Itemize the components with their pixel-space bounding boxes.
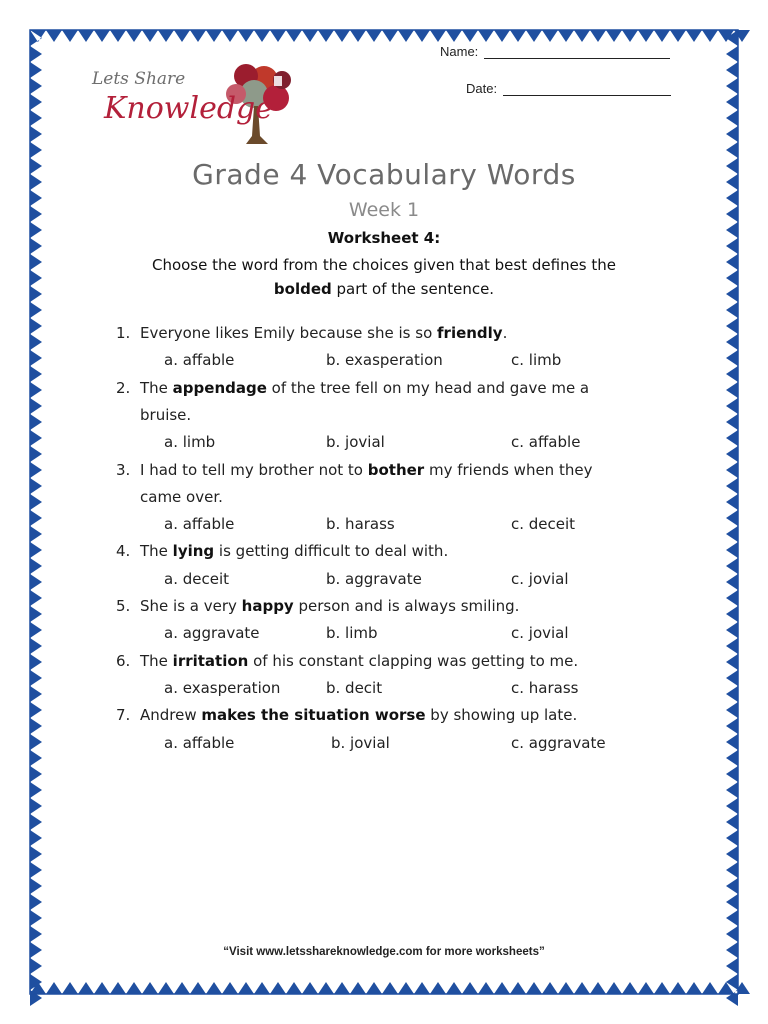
question-number: 6. — [116, 652, 131, 670]
date-label: Date: — [466, 81, 498, 96]
name-line[interactable] — [484, 46, 670, 59]
lets-share-knowledge-logo — [86, 58, 306, 148]
question-text — [140, 597, 519, 615]
date-field[interactable] — [466, 81, 671, 96]
date-line[interactable] — [503, 83, 671, 96]
question-text — [140, 324, 507, 342]
question-text-continuation: bruise. — [140, 406, 192, 424]
question-text-after: of his constant clapping was getting to me. — [248, 652, 579, 670]
question-bold-word: lying — [172, 542, 215, 560]
question-text-before: The — [140, 542, 173, 560]
answer-option[interactable]: c. jovial — [511, 570, 569, 588]
question-bold-word: bother — [367, 461, 425, 479]
answer-option[interactable]: b. limb — [326, 624, 378, 642]
question-bold-word: makes the situation worse — [201, 706, 426, 724]
question-text-after: of the tree fell on my head and gave me a — [266, 379, 590, 397]
question-text-after: person and is always smiling. — [293, 597, 520, 615]
page-title: Grade 4 Vocabulary Words — [192, 158, 576, 191]
question-text — [140, 379, 589, 397]
footer-note: “Visit www.letsshareknowledge.com for more worksheets” — [223, 946, 545, 958]
answer-option[interactable]: b. aggravate — [326, 570, 422, 588]
question-text — [140, 542, 448, 560]
question-text-after: my friends when they — [424, 461, 593, 479]
instructions-line-2-rest: part of the sentence. — [331, 280, 495, 298]
question-number: 1. — [116, 324, 131, 342]
answer-option[interactable]: c. harass — [511, 679, 579, 697]
worksheet-title: Worksheet 4: — [327, 229, 441, 247]
instructions — [0, 253, 768, 301]
question-text-before: The — [140, 379, 173, 397]
answer-option[interactable]: c. limb — [511, 351, 562, 369]
answer-option[interactable]: b. decit — [326, 679, 383, 697]
question-number: 2. — [116, 379, 131, 397]
answer-option[interactable]: c. deceit — [511, 515, 576, 533]
question-text-after: . — [502, 324, 508, 342]
week-subtitle: Week 1 — [348, 199, 420, 221]
instructions-bold-word: bolded — [273, 280, 332, 298]
answer-option[interactable]: c. jovial — [511, 624, 569, 642]
answer-option[interactable]: a. exasperation — [164, 679, 281, 697]
answer-option[interactable]: c. affable — [511, 433, 581, 451]
question-text-before: Everyone likes Emily because she is so — [140, 324, 438, 342]
question-text-continuation: came over. — [140, 488, 223, 506]
answer-option[interactable]: b. harass — [326, 515, 395, 533]
question-text — [140, 461, 592, 479]
question-text — [140, 652, 578, 670]
logo-text-main: Knowledge — [104, 91, 273, 126]
question-number: 5. — [116, 597, 131, 615]
question-text-before: Andrew — [140, 706, 202, 724]
question-text — [140, 706, 577, 724]
answer-option[interactable]: b. exasperation — [326, 351, 443, 369]
question-text-before: She is a very — [140, 597, 242, 615]
logo-text-top: Lets Share — [92, 69, 186, 89]
question-bold-word: friendly — [437, 324, 503, 342]
question-number: 7. — [116, 706, 131, 724]
question-bold-word: happy — [241, 597, 294, 615]
question-text-after: is getting difficult to deal with. — [214, 542, 449, 560]
question-number: 3. — [116, 461, 131, 479]
name-field[interactable] — [440, 44, 670, 59]
instructions-line-1: Choose the word from the choices given that best defines the — [151, 256, 617, 274]
answer-option[interactable]: b. jovial — [331, 734, 390, 752]
answer-option[interactable]: a. affable — [164, 351, 235, 369]
question-text-after: by showing up late. — [425, 706, 578, 724]
answer-option[interactable]: a. limb — [164, 433, 216, 451]
answer-option[interactable]: c. aggravate — [511, 734, 606, 752]
instructions-line-2 — [0, 277, 768, 301]
name-label: Name: — [440, 44, 479, 59]
answer-option[interactable]: a. affable — [164, 734, 235, 752]
question-bold-word: appendage — [172, 379, 267, 397]
answer-option[interactable]: a. aggravate — [164, 624, 260, 642]
answer-option[interactable]: b. jovial — [326, 433, 385, 451]
question-bold-word: irritation — [172, 652, 249, 670]
question-text-before: I had to tell my brother not to — [140, 461, 368, 479]
question-number: 4. — [116, 542, 131, 560]
answer-option[interactable]: a. affable — [164, 515, 235, 533]
answer-option[interactable]: a. deceit — [164, 570, 230, 588]
question-text-before: The — [140, 652, 173, 670]
